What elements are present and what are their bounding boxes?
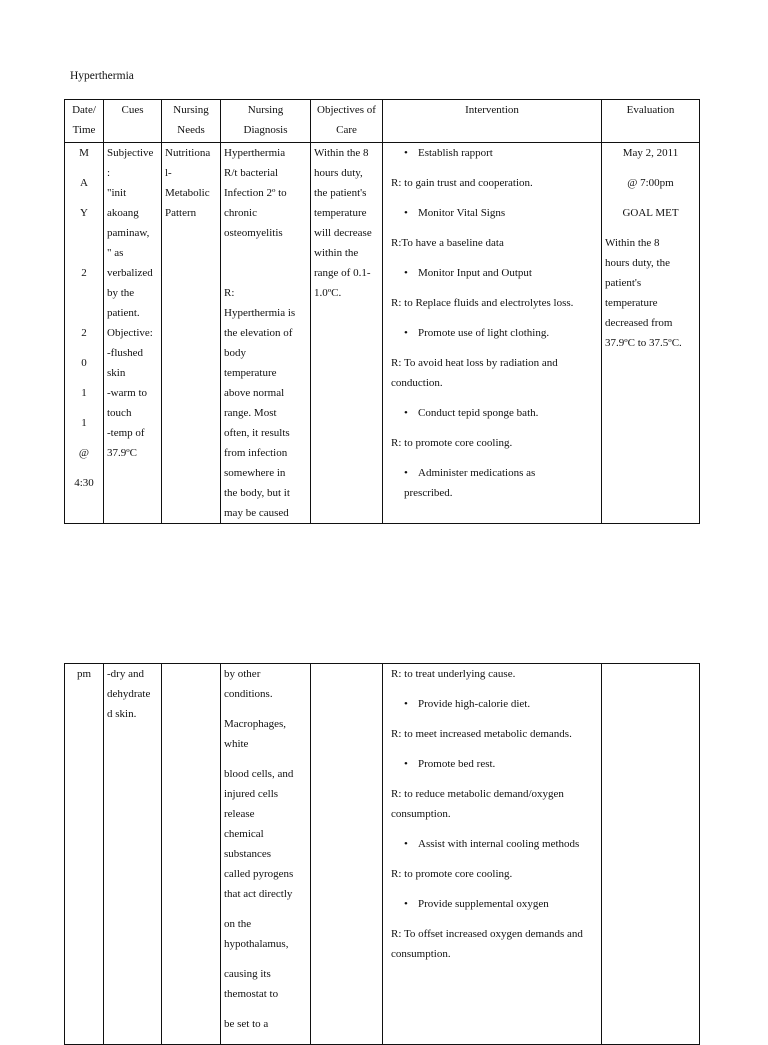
diagnosis-cell xyxy=(221,664,311,1045)
evaluation-cell xyxy=(602,143,700,524)
text-line: will decrease xyxy=(314,227,372,239)
date-cell: pm xyxy=(65,664,104,1045)
spacer xyxy=(224,904,307,914)
intervention-item: • Promote bed rest. xyxy=(386,754,598,774)
text-line: themostat to xyxy=(224,988,279,1000)
rationale: R: To avoid heat loss by radiation and xyxy=(391,357,558,369)
text-line: above normal xyxy=(224,387,285,399)
rationale: consumption. xyxy=(391,808,451,820)
text-line: range. Most xyxy=(224,407,277,419)
spacer xyxy=(386,774,598,784)
needs-cell xyxy=(162,664,221,1045)
intervention-item: • Provide supplemental oxygen xyxy=(386,894,598,914)
text-line: Needs xyxy=(177,124,205,136)
cues-cell xyxy=(104,664,162,1045)
text-line: conditions. xyxy=(224,688,273,700)
rationale: R: to treat underlying cause. xyxy=(391,668,516,680)
header-evaluation xyxy=(602,100,700,143)
text-line: hours duty, xyxy=(314,167,363,179)
text-line: the elevation of xyxy=(224,327,293,339)
document-title: Hyperthermia xyxy=(70,70,134,82)
text-line: dehydrate xyxy=(107,688,151,700)
text-line: Within the 8 xyxy=(314,147,369,159)
text-line: blood cells, and xyxy=(224,768,294,780)
date-cell xyxy=(65,143,104,524)
text-line: Objectives of xyxy=(317,104,376,116)
table-row xyxy=(65,664,700,1045)
spacer xyxy=(386,964,598,974)
spacer xyxy=(224,704,307,714)
text-line: hypothalamus, xyxy=(224,938,289,950)
rationale: consumption. xyxy=(391,948,451,960)
text-line: somewhere in xyxy=(224,467,286,479)
text-line: temperature xyxy=(224,367,277,379)
text-line xyxy=(224,263,307,283)
text-line: injured cells xyxy=(224,788,279,800)
intervention-item: • Administer medications as xyxy=(386,463,598,483)
spacer xyxy=(386,714,598,724)
spacer xyxy=(386,914,598,924)
spacer xyxy=(386,313,598,323)
header-nursing-needs xyxy=(162,100,221,143)
evaluation-status: GOAL MET xyxy=(622,207,679,219)
text-line: Metabolic xyxy=(165,187,210,199)
spacer xyxy=(386,193,598,203)
text-line: "init xyxy=(107,187,127,199)
text-line: that act directly xyxy=(224,888,293,900)
text-line: Date/ xyxy=(72,104,96,116)
text-line: : xyxy=(107,167,111,179)
spacer xyxy=(386,744,598,754)
intervention-item: • Monitor Input and Output xyxy=(386,263,598,283)
rationale: R: to promote core cooling. xyxy=(391,437,513,449)
text-line: release xyxy=(224,808,255,820)
text-line: Cues xyxy=(121,104,144,116)
text-line: skin xyxy=(107,367,126,379)
spacer xyxy=(224,754,307,764)
text-line: verbalized xyxy=(107,267,153,279)
text-line: Care xyxy=(336,124,357,136)
header-nursing-diagnosis xyxy=(221,100,311,143)
text-line: chemical xyxy=(224,828,264,840)
evaluation-cell xyxy=(602,664,700,1045)
intervention-item: • Assist with internal cooling methods xyxy=(386,834,598,854)
text-line: akoang xyxy=(107,207,139,219)
care-plan-table-continued xyxy=(64,663,700,1045)
text-line: from infection xyxy=(224,447,288,459)
text-line: be set to a xyxy=(224,1018,269,1030)
text-line: l- xyxy=(165,167,172,179)
text-line: Nursing xyxy=(173,104,209,116)
text-line: Nutritiona xyxy=(165,147,211,159)
evaluation-time: @ 7:00pm xyxy=(627,177,674,189)
text-line: Time xyxy=(72,124,96,136)
text-line: 37.9ºC to 37.5ºC. xyxy=(605,337,682,349)
intervention-item: • Promote use of light clothing. xyxy=(386,323,598,343)
cues-cell xyxy=(104,143,162,524)
header-row xyxy=(65,100,700,143)
text-line: causing its xyxy=(224,968,271,980)
table-row xyxy=(65,143,700,524)
text-line: -warm to xyxy=(107,387,148,399)
spacer xyxy=(386,453,598,463)
text-line: white xyxy=(224,738,249,750)
date-char: 0 xyxy=(81,357,87,369)
care-plan-table xyxy=(64,99,700,524)
intervention-item-cont: prescribed. xyxy=(404,487,453,499)
diagnosis-cell xyxy=(221,143,311,524)
text-line: 37.9ºC xyxy=(107,447,137,459)
intervention-item: • Monitor Vital Signs xyxy=(386,203,598,223)
date-char: 4:30 xyxy=(74,477,94,489)
text-line: d skin. xyxy=(107,708,137,720)
text-line: the patient's xyxy=(314,187,367,199)
text-line: on the xyxy=(224,918,252,930)
spacer xyxy=(386,824,598,834)
text-line: -flushed xyxy=(107,347,144,359)
text-line: body xyxy=(224,347,246,359)
objectives-cell xyxy=(311,143,383,524)
rationale: R: to gain trust and cooperation. xyxy=(391,177,533,189)
text-line: by other xyxy=(224,668,261,680)
spacer xyxy=(386,423,598,433)
header-intervention xyxy=(383,100,602,143)
evaluation-date: May 2, 2011 xyxy=(622,147,679,159)
rationale: R: To offset increased oxygen demands and xyxy=(391,928,583,940)
rationale: conduction. xyxy=(391,377,443,389)
spacer xyxy=(224,954,307,964)
text-line: 1.0ºC. xyxy=(314,287,342,299)
text-line: decreased from xyxy=(605,317,673,329)
text-line: the body, but it xyxy=(224,487,290,499)
text-line: Nursing xyxy=(247,104,284,116)
text-line: range of 0.1- xyxy=(314,267,371,279)
rationale: R: to Replace fluids and electrolytes loss. xyxy=(391,297,574,309)
text-line: R/t bacterial xyxy=(224,167,279,179)
intervention-item: • Provide high-calorie diet. xyxy=(386,694,598,714)
text-line: paminaw, xyxy=(107,227,150,239)
text-line: R: xyxy=(224,287,235,299)
text-line: often, it results xyxy=(224,427,290,439)
spacer xyxy=(386,163,598,173)
text-line: substances xyxy=(224,848,272,860)
text-line: temperature xyxy=(605,297,658,309)
spacer xyxy=(386,253,598,263)
text-line: Diagnosis xyxy=(243,124,288,136)
header-date-time xyxy=(65,100,104,143)
text-line: by the xyxy=(107,287,135,299)
date-char: 1 xyxy=(81,417,87,429)
text-line xyxy=(224,243,307,263)
text-line: osteomyelitis xyxy=(224,227,283,239)
rationale: R: to meet increased metabolic demands. xyxy=(391,728,572,740)
date-char: 2 xyxy=(81,327,87,339)
text-line: Objective: xyxy=(107,327,153,339)
date-char: Y xyxy=(80,207,88,219)
rationale: R: to promote core cooling. xyxy=(391,868,513,880)
text-line: chronic xyxy=(224,207,257,219)
text-line: Macrophages, xyxy=(224,718,287,730)
text-line: Subjective xyxy=(107,147,154,159)
text-line: Pattern xyxy=(165,207,197,219)
rationale: R: to reduce metabolic demand/oxygen xyxy=(391,788,564,800)
text-line: Hyperthermia xyxy=(224,147,286,159)
date-char: 1 xyxy=(81,387,87,399)
text-line: -dry and xyxy=(107,668,144,680)
rationale: R:To have a baseline data xyxy=(391,237,504,249)
date-char xyxy=(68,233,100,263)
spacer xyxy=(224,1004,307,1014)
header-cues xyxy=(104,100,162,143)
date-char: A xyxy=(80,177,88,189)
text-line: within the xyxy=(314,247,359,259)
text-line: called pyrogens xyxy=(224,868,294,880)
header-objectives xyxy=(311,100,383,143)
text-line: Hyperthermia is xyxy=(224,307,296,319)
text-line: hours duty, the xyxy=(605,257,670,269)
text-line: patient's xyxy=(605,277,642,289)
text-line: Within the 8 xyxy=(605,237,660,249)
text-line: patient. xyxy=(107,307,140,319)
objectives-cell xyxy=(311,664,383,1045)
date-time-vertical xyxy=(68,143,100,503)
spacer xyxy=(386,854,598,864)
text-line: temperature xyxy=(314,207,367,219)
intervention-cell xyxy=(383,664,602,1045)
intervention-item: • Conduct tepid sponge bath. xyxy=(386,403,598,423)
date-char xyxy=(68,293,100,323)
date-char: M xyxy=(79,147,89,159)
text-line: may be caused xyxy=(224,507,289,519)
date-char: @ xyxy=(78,447,90,459)
text-line: " as xyxy=(107,247,124,259)
spacer xyxy=(386,283,598,293)
date-char: 2 xyxy=(81,267,87,279)
spacer xyxy=(386,503,598,513)
text-line: Infection 2º to xyxy=(224,187,287,199)
spacer xyxy=(386,223,598,233)
intervention-item: • Establish rapport xyxy=(386,143,598,163)
spacer xyxy=(386,393,598,403)
intervention-cell xyxy=(383,143,602,524)
needs-cell xyxy=(162,143,221,524)
text-line: Intervention xyxy=(465,104,519,116)
spacer xyxy=(386,343,598,353)
text-line: Evaluation xyxy=(626,104,675,116)
text-line: touch xyxy=(107,407,132,419)
text-line: -temp of xyxy=(107,427,145,439)
spacer xyxy=(224,1034,307,1044)
spacer xyxy=(386,884,598,894)
